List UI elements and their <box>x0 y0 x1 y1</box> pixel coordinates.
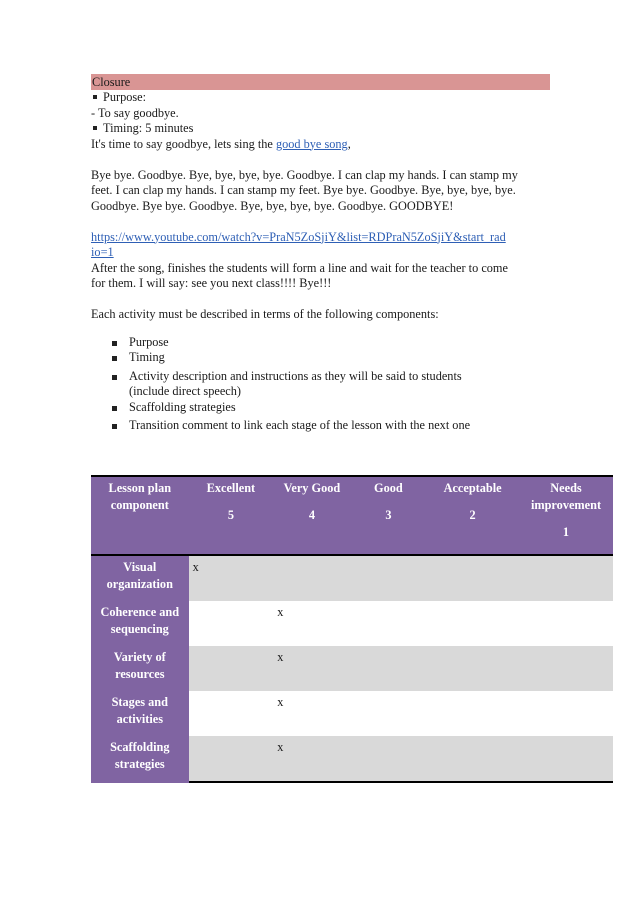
header-cell: Needs improvement 1 <box>519 476 613 555</box>
goodbye-song-link[interactable]: good bye song <box>275 136 348 151</box>
mark-cell <box>519 601 613 646</box>
components-list <box>91 335 549 434</box>
table-row <box>91 736 613 782</box>
list-item: Scaffolding strategies <box>91 400 549 416</box>
mark-cell <box>351 691 427 736</box>
mark-cell <box>351 736 427 782</box>
mark-cell <box>519 646 613 691</box>
song-lyrics-line: Goodbye. Bye bye. Goodbye. Bye, bye, bye, bye. Goodbye. GOODBYE! <box>91 198 454 213</box>
rubric-header-row <box>91 476 613 555</box>
mark-cell <box>273 555 350 601</box>
square-bullet-icon <box>112 375 117 380</box>
closure-heading: Closure <box>91 74 550 90</box>
mark-cell <box>189 601 274 646</box>
document-body <box>91 74 549 434</box>
mark-cell <box>519 736 613 782</box>
row-component: Scaffolding strategies <box>91 736 189 782</box>
song-lyrics-line: Bye bye. Goodbye. Bye, bye, bye, bye. Goodbye. I can clap my hands. I can stamp my <box>91 167 518 182</box>
list-item: Transition comment to link each stage of the lesson with the next one <box>91 418 549 434</box>
mark-cell <box>189 736 274 782</box>
list-item-continuation: (include direct speech) <box>129 384 241 398</box>
rubric-table <box>91 475 613 783</box>
youtube-url-link[interactable]: https://www.youtube.com/watch?v=PraN5ZoSjiY&list=RDPraN5ZoSjiY&start_rad <box>91 229 506 244</box>
table-row <box>91 646 613 691</box>
header-cell: Acceptable 2 <box>426 476 519 555</box>
mark-cell: x <box>273 646 350 691</box>
song-intro: It's time to say goodbye, lets sing the good bye song, <box>91 136 351 151</box>
mark-cell <box>426 601 519 646</box>
header-cell: Excellent 5 <box>189 476 274 555</box>
row-component: Variety of resources <box>91 646 189 691</box>
header-cell: Lesson plan component <box>91 476 189 555</box>
row-component: Stages and activities <box>91 691 189 736</box>
timing-bullet: Timing: 5 minutes <box>91 121 549 137</box>
after-song-text: for them. I will say: see you next class!!!! Bye!!! <box>91 276 332 290</box>
mark-cell: x <box>273 691 350 736</box>
mark-cell <box>426 691 519 736</box>
mark-cell <box>519 691 613 736</box>
mark-cell <box>426 736 519 782</box>
mark-cell <box>351 601 427 646</box>
after-song-text: After the song, finishes the students will form a line and wait for the teacher to come <box>91 260 508 275</box>
mark-cell: x <box>273 601 350 646</box>
mark-cell <box>426 646 519 691</box>
list-item: Timing <box>91 350 549 366</box>
mark-cell <box>189 646 274 691</box>
purpose-bullet: Purpose: <box>91 90 549 106</box>
mark-cell <box>519 555 613 601</box>
square-bullet-icon <box>112 341 117 346</box>
table-row <box>91 691 613 736</box>
table-row <box>91 601 613 646</box>
mark-cell <box>426 555 519 601</box>
square-bullet-icon <box>112 424 117 429</box>
mark-cell: x <box>189 555 274 601</box>
mark-cell: x <box>273 736 350 782</box>
mark-cell <box>351 555 427 601</box>
youtube-url-link-cont[interactable]: io=1 <box>91 245 114 259</box>
components-intro: Each activity must be described in terms of the following components: <box>91 307 439 321</box>
row-component: Visual organization <box>91 555 189 601</box>
header-cell: Good 3 <box>351 476 427 555</box>
song-lyrics-line: feet. I can clap my hands. I can stamp my feet. Bye bye. Goodbye. Bye, bye, bye, bye. <box>91 183 516 197</box>
square-bullet-icon <box>112 406 117 411</box>
table-row <box>91 555 613 601</box>
mark-cell <box>189 691 274 736</box>
list-item: Purpose <box>91 335 549 351</box>
header-cell: Very Good 4 <box>273 476 350 555</box>
purpose-text: - To say goodbye. <box>91 105 179 120</box>
square-bullet-icon <box>93 126 97 130</box>
row-component: Coherence and sequencing <box>91 601 189 646</box>
list-item: Activity description and instructions as they will be said to students <box>91 369 549 385</box>
mark-cell <box>351 646 427 691</box>
square-bullet-icon <box>112 356 117 361</box>
square-bullet-icon <box>93 95 97 99</box>
